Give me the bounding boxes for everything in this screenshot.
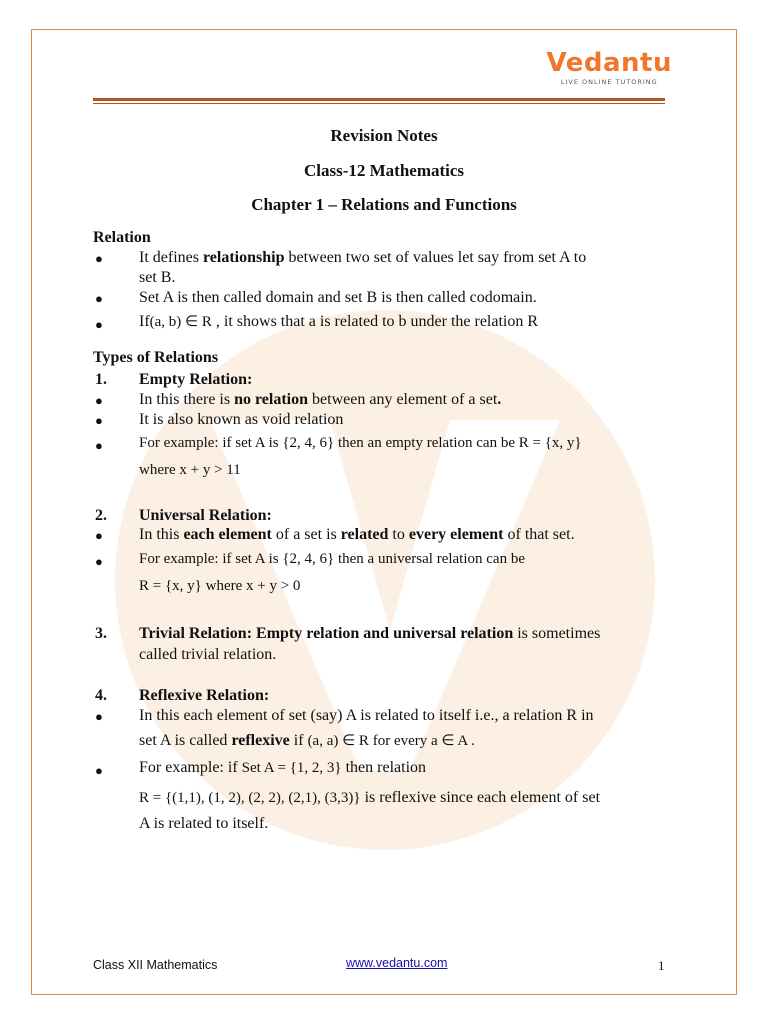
- universal-bullet-1: In this each element of a set is related to every element of that set.: [139, 526, 575, 543]
- doc-title: Revision Notes: [330, 126, 438, 145]
- item-number: 4.: [95, 687, 107, 704]
- empty-bullet-3: For example: if set A is {2, 4, 6} then an empty relation can be R = {x, y}: [139, 435, 582, 451]
- doc-subtitle: Class-12 Mathematics: [303, 161, 465, 180]
- trivial-relation-cont: called trivial relation.: [139, 646, 277, 663]
- empty-bullet-2: It is also known as void relation: [139, 411, 344, 428]
- empty-bullet-1: In this there is no relation between any element of a set.: [139, 391, 502, 408]
- trivial-relation-line: Trivial Relation: Empty relation and universal relation is sometimes: [139, 625, 601, 642]
- logo-tagline: LIVE ONLINE TUTORING: [560, 78, 658, 86]
- reflexive-relation-title: Reflexive Relation:: [139, 687, 270, 704]
- universal-bullet-2-cont: R = {x, y} where x + y > 0: [139, 578, 301, 594]
- reflexive-bullet-1-cont: set A is called reflexive if (a, a) ∈ R for every a ∈ A .: [139, 732, 475, 749]
- relation-bullet-1-cont: set B.: [139, 269, 176, 286]
- footer-website-link[interactable]: www.vedantu.com: [346, 956, 448, 970]
- header-rule-thin: [93, 103, 665, 104]
- bullet: ●: [95, 709, 103, 724]
- bullet: ●: [95, 554, 103, 569]
- bullet: ●: [95, 393, 103, 408]
- vedantu-logo: [547, 48, 672, 86]
- bullet: ●: [95, 528, 103, 543]
- section-heading-types: Types of Relations: [93, 349, 219, 366]
- reflexive-example-relation: R = {(1,1), (1, 2), (2, 2), (2,1), (3,3)} is reflexive since each element of set: [139, 789, 601, 806]
- empty-relation-title: Empty Relation:: [139, 371, 253, 388]
- footer-class-label: Class XII Mathematics: [93, 958, 218, 972]
- bullet: ●: [95, 438, 103, 453]
- relation-bullet-3: If(a, b) ∈ R , it shows that a is related to b under the relation R: [139, 313, 539, 330]
- logo-wordmark: Vedantu: [546, 48, 672, 78]
- empty-bullet-3-cont: where x + y > 11: [139, 462, 241, 478]
- universal-bullet-2: For example: if set A is {2, 4, 6} then a universal relation can be: [139, 551, 525, 567]
- bullet: ●: [95, 413, 103, 428]
- bullet: ●: [95, 251, 103, 266]
- bullet: ●: [95, 763, 103, 778]
- bullet: ●: [95, 317, 103, 332]
- item-number: 2.: [95, 507, 107, 524]
- page-number: 1: [658, 958, 665, 973]
- item-number: 3.: [95, 625, 107, 642]
- header-rule-thick: [93, 98, 665, 101]
- item-number: 1.: [95, 371, 107, 388]
- reflexive-bullet-2-cont: A is related to itself.: [139, 815, 269, 832]
- relation-bullet-1: It defines relationship between two set of values let say from set A to: [139, 249, 587, 266]
- reflexive-bullet-1: In this each element of set (say) A is related to itself i.e., a relation R in: [139, 707, 594, 724]
- relation-bullet-2: Set A is then called domain and set B is then called codomain.: [139, 289, 537, 306]
- bullet: ●: [95, 291, 103, 306]
- section-heading-relation: Relation: [93, 229, 151, 246]
- chapter-title: Chapter 1 – Relations and Functions: [251, 195, 517, 214]
- universal-relation-title: Universal Relation:: [139, 507, 272, 524]
- reflexive-bullet-2: For example: if Set A = {1, 2, 3} then relation: [139, 759, 427, 776]
